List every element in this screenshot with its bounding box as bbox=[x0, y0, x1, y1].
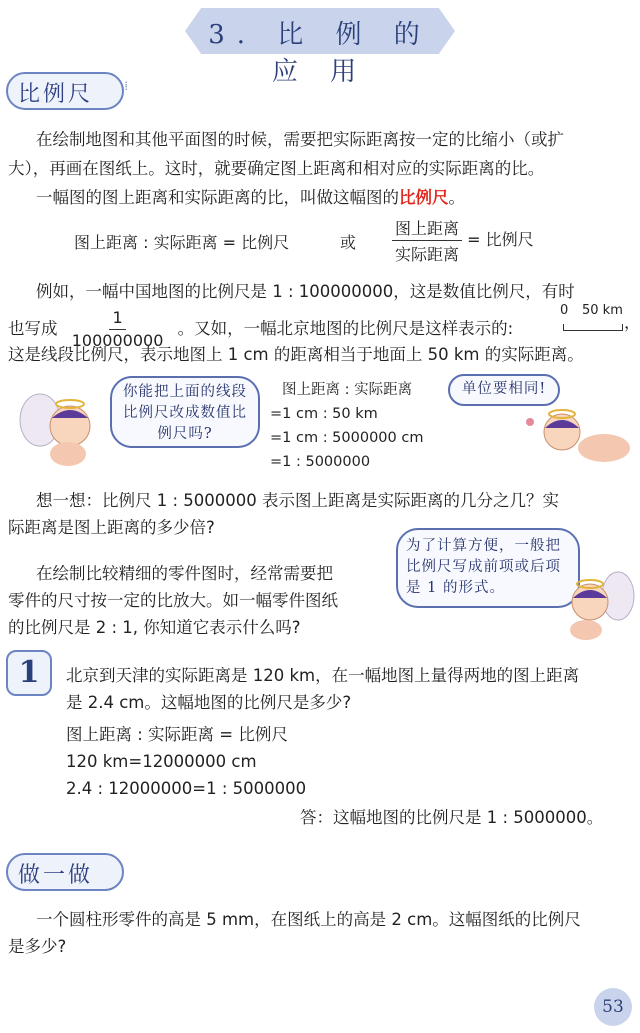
speech-bubble-right: 单位要相同! bbox=[448, 374, 560, 406]
speech-bubble-tip: 为了计算方便，一般把比例尺写成前项或后项是 1 的形式。 bbox=[396, 528, 580, 608]
formula-or: 或 bbox=[340, 233, 357, 252]
parts-line-1: 在绘制比较精细的零件图时，经常需要把 bbox=[36, 564, 333, 583]
page-title: 3. 比 例 的 应 用 bbox=[208, 20, 432, 87]
answer-line: 答：这幅地图的比例尺是 1 : 5000000。 bbox=[300, 808, 604, 827]
cherub-left-illustration bbox=[12, 388, 104, 468]
exercise-line-2: 是多少? bbox=[8, 937, 67, 956]
solution-line-3: 2.4 : 12000000=1 : 5000000 bbox=[66, 779, 307, 798]
parts-line-2: 零件的尺寸按一定的比放大。如一幅零件图纸 bbox=[8, 591, 338, 610]
formula-result: = 比例尺 bbox=[467, 230, 534, 249]
scale-bar-label-50: 50 km bbox=[582, 303, 623, 318]
calc-line-1: =1 cm : 50 km bbox=[270, 406, 378, 422]
think-line-2: 际距离是图上距离的多少倍? bbox=[8, 518, 215, 537]
section-tag-label: 做一做 bbox=[18, 863, 94, 888]
fraction-numerator: 图上距离 bbox=[392, 216, 462, 241]
fraction-hundred-million: 100000000 bbox=[71, 331, 164, 350]
example-line-2: 也写成 $\frac{1}{100000000}$ 。又如，一幅北京地图的比例尺是这样表示的: bbox=[8, 308, 514, 350]
fraction-one: 1 bbox=[109, 308, 125, 330]
segment-scale-bar bbox=[563, 324, 623, 331]
section-tag-label: 比例尺 bbox=[18, 82, 94, 107]
section-tag-try bbox=[6, 853, 124, 891]
intro-line-2: 大），再画在图纸上。这时，就要确定图上距离和相对应的实际距离的比。 bbox=[8, 159, 545, 178]
example-number-badge: 1 bbox=[6, 650, 52, 696]
speech-bubble-left: 你能把上面的线段比例尺改成数值比例尺吗? bbox=[110, 376, 260, 448]
formula-ratio: 图上距离 : 实际距离 = 比例尺 bbox=[74, 233, 290, 252]
calc-title: 图上距离 : 实际距离 bbox=[282, 382, 413, 398]
section-tag-scale bbox=[6, 72, 128, 110]
example1-line-1: 北京到天津的实际距离是 120 km，在一幅地图上量得两地的图上距离 bbox=[66, 666, 580, 685]
sparkle-icon: ⁞ bbox=[124, 79, 128, 94]
calc-line-3: =1 : 5000000 bbox=[270, 454, 371, 470]
cherub-tip-illustration bbox=[556, 566, 638, 642]
example-line-3: 这是线段比例尺，表示地图上 1 cm 的距离相当于地面上 50 km 的实际距离。 bbox=[8, 345, 584, 364]
example-line-1: 例如，一幅中国地图的比例尺是 1 : 100000000，这是数值比例尺，有时 bbox=[36, 282, 575, 301]
intro-line-1: 在绘制地图和其他平面图的时候，需要把实际距离按一定的比缩小（或扩 bbox=[36, 130, 564, 149]
parts-line-3: 的比例尺是 2 : 1, 你知道它表示什么吗? bbox=[8, 618, 301, 637]
solution-line-1: 图上距离 : 实际距离 = 比例尺 bbox=[66, 725, 288, 744]
example-line-2-end: ， bbox=[624, 313, 640, 332]
think-line-1: 想一想：比例尺 1 : 5000000 表示图上距离是实际距离的几分之几？实 bbox=[36, 491, 560, 510]
scale-bar-label-0: 0 bbox=[560, 303, 569, 318]
example1-line-2: 是 2.4 cm。这幅地图的比例尺是多少? bbox=[66, 693, 352, 712]
page-number: 53 bbox=[594, 988, 632, 1026]
cherub-right-illustration bbox=[520, 408, 632, 470]
fraction-denominator: 实际距离 bbox=[395, 245, 460, 264]
intro-line-3: 一幅图的图上距离和实际距离的比，叫做这幅图的比例尺。 bbox=[36, 188, 465, 207]
exercise-line-1: 一个圆柱形零件的高是 5 mm，在图纸上的高是 2 cm。这幅图纸的比例尺 bbox=[36, 910, 581, 929]
solution-line-2: 120 km=12000000 cm bbox=[66, 752, 257, 771]
term-scale: 比例尺 bbox=[399, 188, 449, 207]
formula-fraction bbox=[392, 216, 534, 265]
calc-line-2: =1 cm : 5000000 cm bbox=[270, 430, 424, 446]
